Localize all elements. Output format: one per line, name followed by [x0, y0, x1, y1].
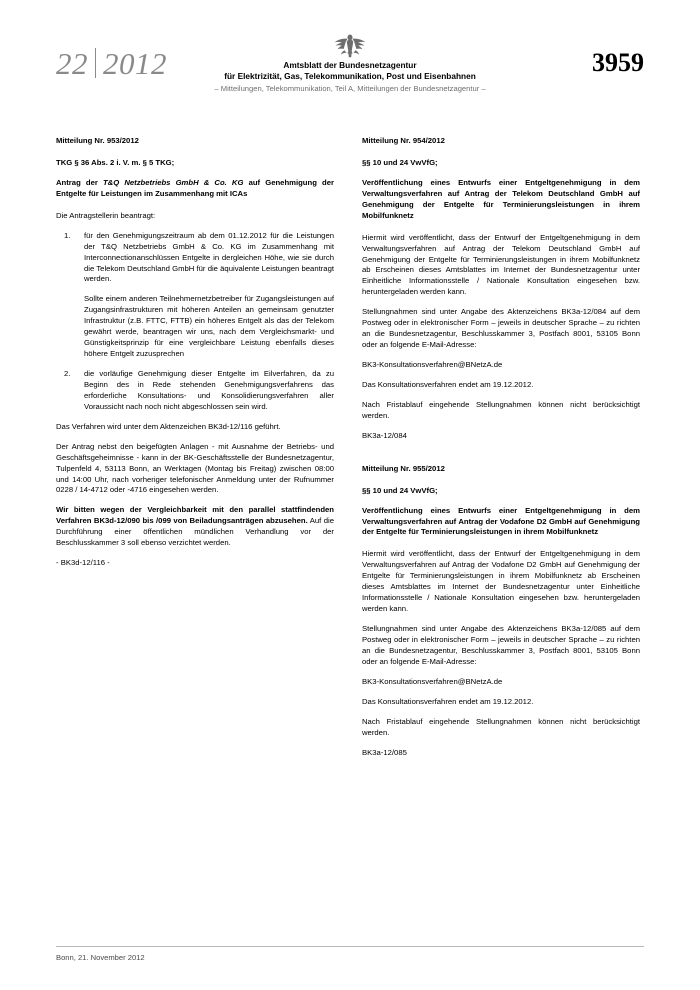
- antrag-einsicht-paragraph: Der Antrag nebst den beigefügten Anlagen - mit Ausnahme der Betriebs- und Geschäftsgeheimnisse - kann in der BK-Geschäftsstelle der Bundesnetzagentur, Tulpenfeld 4, 53113 Bonn, an Werktagen (Montag bis Freitag) zwischen 08:00 und 14:00 Uhr, nach vorheriger telefonischer Anmeldung unter der Rufnummer 0228 / 14-4712 oder -4716 eingesehen werden.: [56, 441, 334, 495]
- mitteilung-953-intro: Die Antragstellerin beantragt:: [56, 210, 156, 220]
- mitteilung-954-paragraph-2: Stellungnahmen sind unter Angabe des Aktenzeichens BK3a-12/084 auf dem Postweg oder in elektronischer Form – jeweils in deutscher Sprache – zu richten an die Bundesnetzagentur, Beschlusskammer 3, Postfach 8001, 53105 Bonn oder an folgende E-Mail-Adresse:: [362, 307, 640, 350]
- list-item-marker: 2.: [64, 369, 71, 378]
- issue-designator: [56, 44, 176, 82]
- mitteilung-953-legal-reference: TKG § 36 Abs. 2 i. V. m. § 5 TKG;: [56, 157, 175, 167]
- footer-date: Bonn, 21. November 2012: [56, 953, 145, 962]
- list-item: [56, 231, 334, 360]
- mitteilung-955-paragraph-4: Nach Fristablauf eingehende Stellungnahmen können nicht berücksichtigt werden.: [362, 716, 640, 737]
- list-item-paragraph: Sollte einem anderen Teilnehmernetzbetreiber für Zugangsleistungen auf Zugangsinfrastrukturen mit höheren Anteilen an gemeinsam genutzter Infrastruktur (z.B. FTTC, FTTB) ein höheres Entgelt als das der Telekom gewährt werde, beantragen wir uns, nach dem Vergleichsmarkt- und Günstigkeitsprinzip für eine vergleichbare Leistung ebenfalls dieses höhere Entgelt zuzusprechen: [84, 294, 334, 359]
- list-item: [56, 369, 334, 413]
- right-column: [362, 136, 640, 767]
- mitteilung-954-heading: Mitteilung Nr. 954/2012: [362, 136, 445, 145]
- page-footer: [56, 946, 644, 962]
- issue-year: 2012: [103, 46, 167, 81]
- mitteilung-954-paragraph-4: Nach Fristablauf eingehende Stellungnahmen können nicht berücksichtigt werden.: [362, 399, 640, 420]
- issue-number: 22: [56, 46, 88, 81]
- page-number: 3959: [592, 48, 644, 77]
- list-item-paragraph: die vorläufige Genehmigung dieser Entgelte im Eilverfahren, da zu Beginn des in Rede stehenden Genehmigungsverfahrens das erforderliche Konsultations- und Konsolidierungsverfahren aller Voraussicht nach noch nicht abgeschlossen sein wird.: [84, 369, 334, 411]
- mitteilung-954-paragraph-1: Hiermit wird veröffentlicht, dass der Entwurf der Entgeltgenehmigung in dem Verwaltungsverfahren auf Antrag der Telekom Deutschland GmbH auf Genehmigung der Entgelte für Terminierungsleistungen in ihrem Mobilfunknetz ab Erscheinen dieses Amtsblattes im Internet der Bundesnetzagentur unter Einheitliche Informationsstelle / Nationale Konsultation eingesehen bzw. heruntergeladen werden kann.: [362, 232, 640, 297]
- masthead-title-line2: für Elektrizität, Gas, Telekommunikation, Post und Eisenbahnen: [224, 70, 476, 81]
- mitteilung-954-email: BK3-Konsultationsverfahren@BNetzA.de: [362, 360, 503, 369]
- mitteilung-955-title: Veröffentlichung eines Entwurfs einer Entgeltgenehmigung in dem Verwaltungsverfahren auf Antrag der Vodafone D2 GmbH auf Genehmigung der Entgelte für Terminierungsleistungen in ihrem Mobilfunknetz: [362, 505, 640, 537]
- mitteilung-953-title: [56, 178, 334, 200]
- mitteilung-955-paragraph-1: Hiermit wird veröffentlicht, dass der Entwurf der Entgeltgenehmigung in dem Verwaltungsverfahren auf Antrag der Vodafone D2 GmbH auf Genehmigung der Entgelte für Terminierungsleistungen in ihrem Mobilfunknetz ab Erscheinen dieses Amtsblattes im Internet der Bundesnetzagentur unter Einheitliche Informationsstelle / Nationale Konsultation eingesehen bzw. heruntergeladen werden kann.: [362, 549, 640, 614]
- title-company-name: T&Q Netzbetriebs GmbH & Co. KG: [102, 177, 244, 187]
- beiladung-bold-text: Wir bitten wegen der Vergleichbarkeit mit den parallel stattfindenden Verfahren BK3d-12/090 bis /099 von Beiladungsanträgen abzusehen.: [56, 505, 334, 526]
- masthead-center: [176, 32, 524, 93]
- masthead-subtitle: – Mitteilungen, Telekommunikation, Teil A, Mitteilungen der Bundesnetzagentur –: [214, 84, 486, 94]
- antrag-list: [56, 231, 334, 413]
- left-column: [56, 136, 334, 767]
- verfahren-aktenzeichen-paragraph: Das Verfahren wird unter dem Aktenzeichen BK3d-12/116 geführt.: [56, 421, 281, 431]
- body-columns: [56, 136, 644, 767]
- beiladung-paragraph: [56, 505, 334, 549]
- mitteilung-953-aktenzeichen: - BK3d-12/116 -: [56, 558, 110, 568]
- mitteilung-955-paragraph-2: Stellungnahmen sind unter Angabe des Aktenzeichens BK3a-12/085 auf dem Postweg oder in elektronischer Form – jeweils in deutscher Sprache – zu richten an die Bundesnetzagentur, Beschlusskammer 3, Postfach 8001, 53105 Bonn oder an folgende E-Mail-Adresse:: [362, 624, 640, 666]
- mitteilung-954-paragraph-3: Das Konsultationsverfahren endet am 19.12.2012.: [362, 379, 534, 389]
- mitteilung-955-heading: Mitteilung Nr. 955/2012: [362, 463, 445, 473]
- mitteilung-954-title: Veröffentlichung eines Entwurfs einer Entgeltgenehmigung in dem Verwaltungsverfahren auf Antrag der Telekom Deutschland GmbH auf Genehmigung der Entgelte für Terminierungsleistungen in ihrem Mobilfunknetz: [362, 177, 640, 220]
- mitteilung-954-aktenzeichen: BK3a-12/084: [362, 430, 407, 440]
- mitteilung-955-legal-reference: §§ 10 und 24 VwVfG;: [362, 485, 438, 495]
- title-suffix: auf Genehmigung der Entgelte für Leistungen im Zusammenhang mit ICAs: [56, 177, 334, 198]
- mitteilung-955-aktenzeichen: BK3a-12/085: [362, 747, 407, 757]
- list-item-marker: 1.: [64, 230, 71, 240]
- mitteilung-954-legal-reference: §§ 10 und 24 VwVfG;: [362, 157, 438, 167]
- mitteilung-955-paragraph-3: Das Konsultationsverfahren endet am 19.12.2012.: [362, 696, 534, 706]
- mitteilung-953-heading: Mitteilung Nr. 953/2012: [56, 136, 139, 145]
- masthead-title-line1: Amtsblatt der Bundesnetzagentur: [283, 60, 417, 71]
- list-item-paragraph: für den Genehmigungszeitraum ab dem 01.12.2012 für die Leistungen der T&Q Netzbetriebs GmbH & Co. KG im Zusammenhang mit Interconnectionanschlüssen Entgelte in dergleichen Höhe, wie sie durch die Telekom Deutschland GmbH für die äquivalente Leistungen beantragt werden.: [84, 230, 334, 284]
- beiladung-rest-text: Auf die Durchführung einer öffentlichen mündlichen Verhandlung vor der Beschlusskammer 3 soll ebenso verzichtet werden.: [56, 516, 334, 548]
- federal-eagle-icon: [333, 32, 367, 58]
- mitteilung-955-email: BK3-Konsultationsverfahren@BNetzA.de: [362, 676, 503, 686]
- title-prefix: Antrag der: [56, 177, 103, 187]
- issue-separator: [95, 48, 96, 78]
- masthead: [56, 28, 644, 98]
